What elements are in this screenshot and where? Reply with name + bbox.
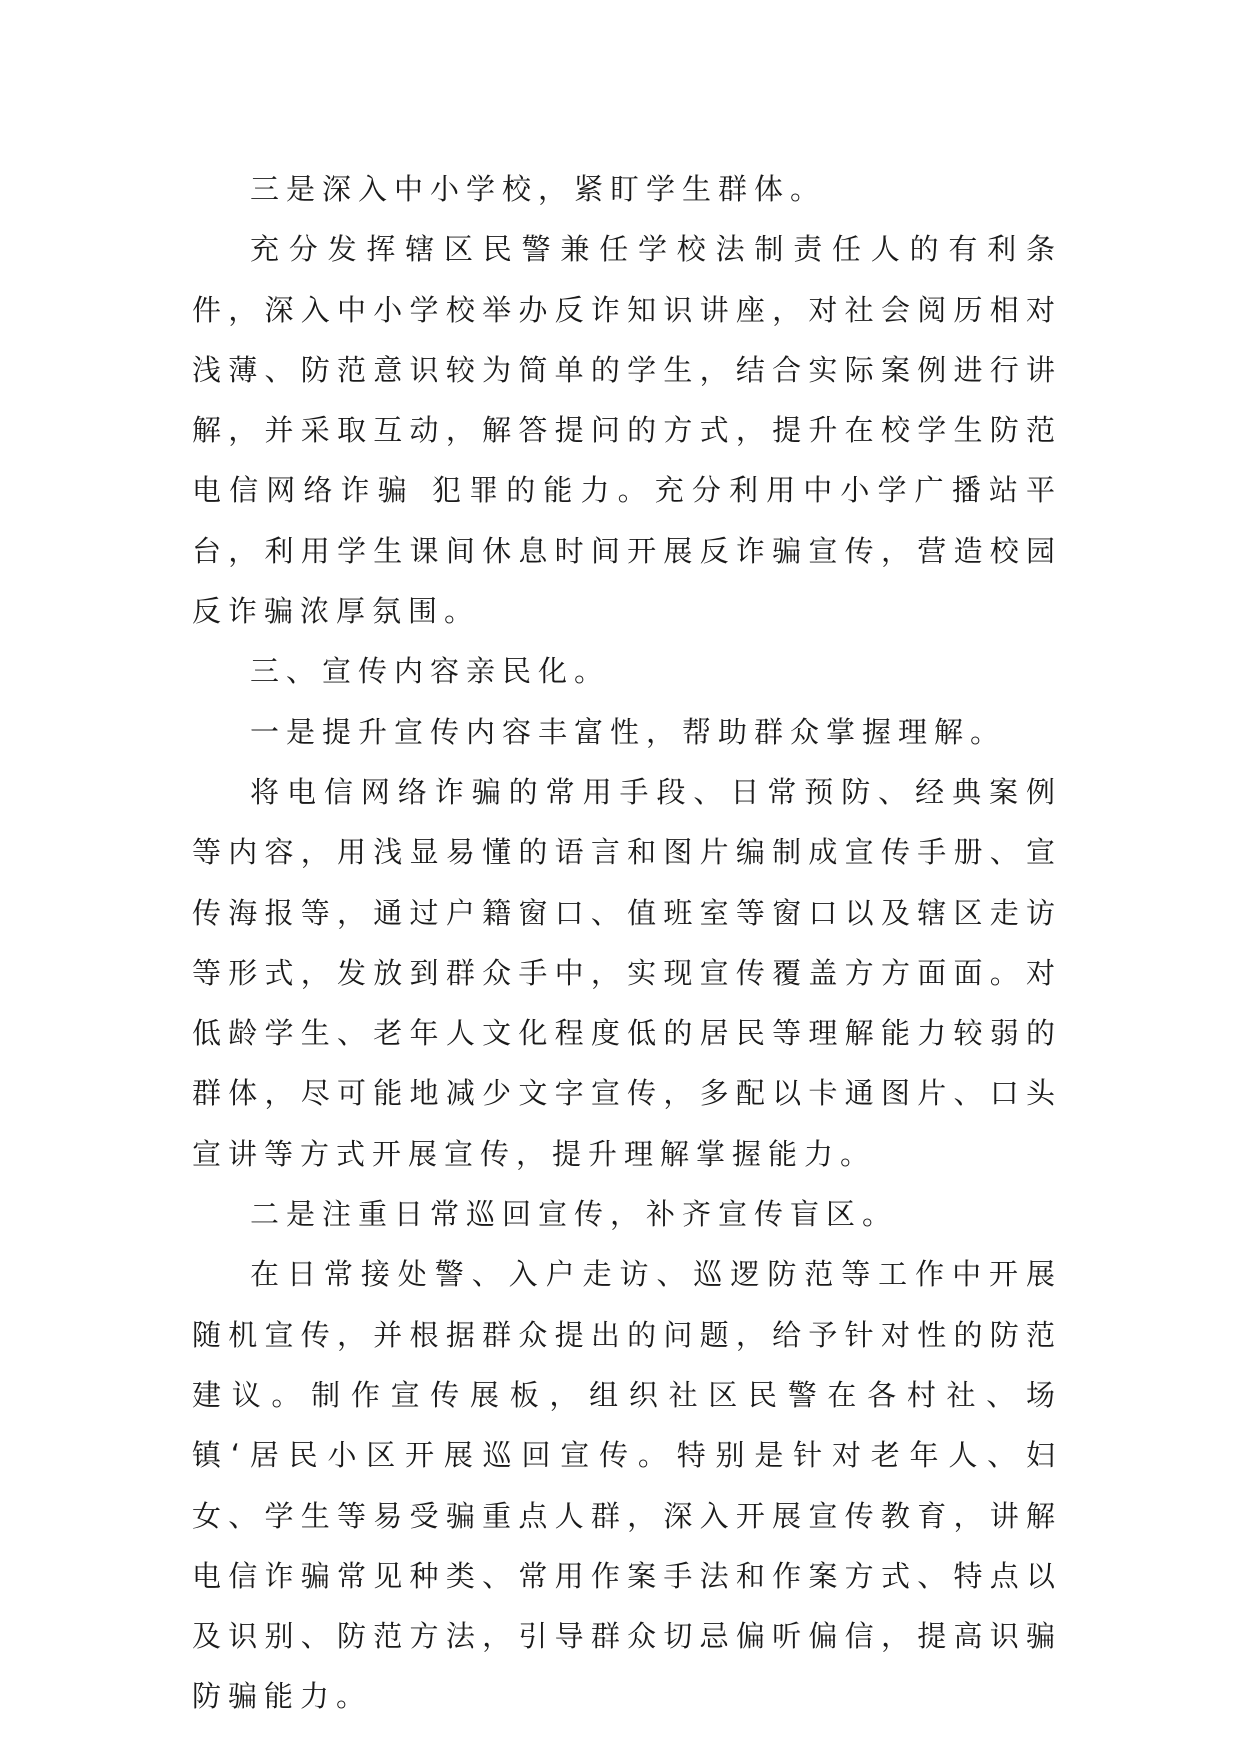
paragraph-section-heading: 三、宣传内容亲民化。 [250, 654, 611, 689]
paragraph-heading-schools: 三是深入中小学校，紧盯学生群体。 [250, 172, 827, 206]
paragraph-heading-content: 一是提升宣传内容丰富性，帮助群众掌握理解。 [250, 714, 1007, 749]
paragraph-patrol-body: 在日常接处警、入户走访、巡逻防范等工作中开展随机宣传，并根据群众提出的问题，给予针对性的防范建议。制作宣传展板，组织社区民警在各村社、场镇‘居民小区开展巡回宣传。特别是针对老年人、妇女、学生等易受骗重点人群，深入开展宣传教育，讲解电信诈骗常见种类、常用作案手法和作案方式、特点以及识别、防范方法，引导群众切忌偏听偏信，提高识骗防骗能力。 [192, 1257, 1062, 1714]
paragraph-schools-body: 充分发挥辖区民警兼任学校法制责任人的有利条件，深入中小学校举办反诈知识讲座，对社会阅历相对浅薄、防范意识较为简单的学生，结合实际案例进行讲解，并采取互动，解答提问的方式，提升在校学生防范电信网络诈骗 犯罪的能力。充分利用中小学广播站平台，利用学生课间休息时间开展反诈骗宣传，营造校园反诈骗浓厚氛围。 [192, 232, 1062, 629]
paragraph-heading-patrol: 二是注重日常巡回宣传，补齐宣传盲区。 [250, 1197, 899, 1232]
paragraph-content-body: 将电信网络诈骗的常用手段、日常预防、经典案例等内容，用浅显易懂的语言和图片编制成宣传手册、宣传海报等，通过户籍窗口、值班室等窗口以及辖区走访等形式，发放到群众手中，实现宣传覆盖方方面面。对低龄学生、老年人文化程度低的居民等理解能力较弱的群体，尽可能地减少文字宣传，多配以卡通图片、口头宣讲等方式开展宣传，提升理解掌握能力。 [192, 774, 1062, 1171]
document-body [192, 159, 1062, 1727]
